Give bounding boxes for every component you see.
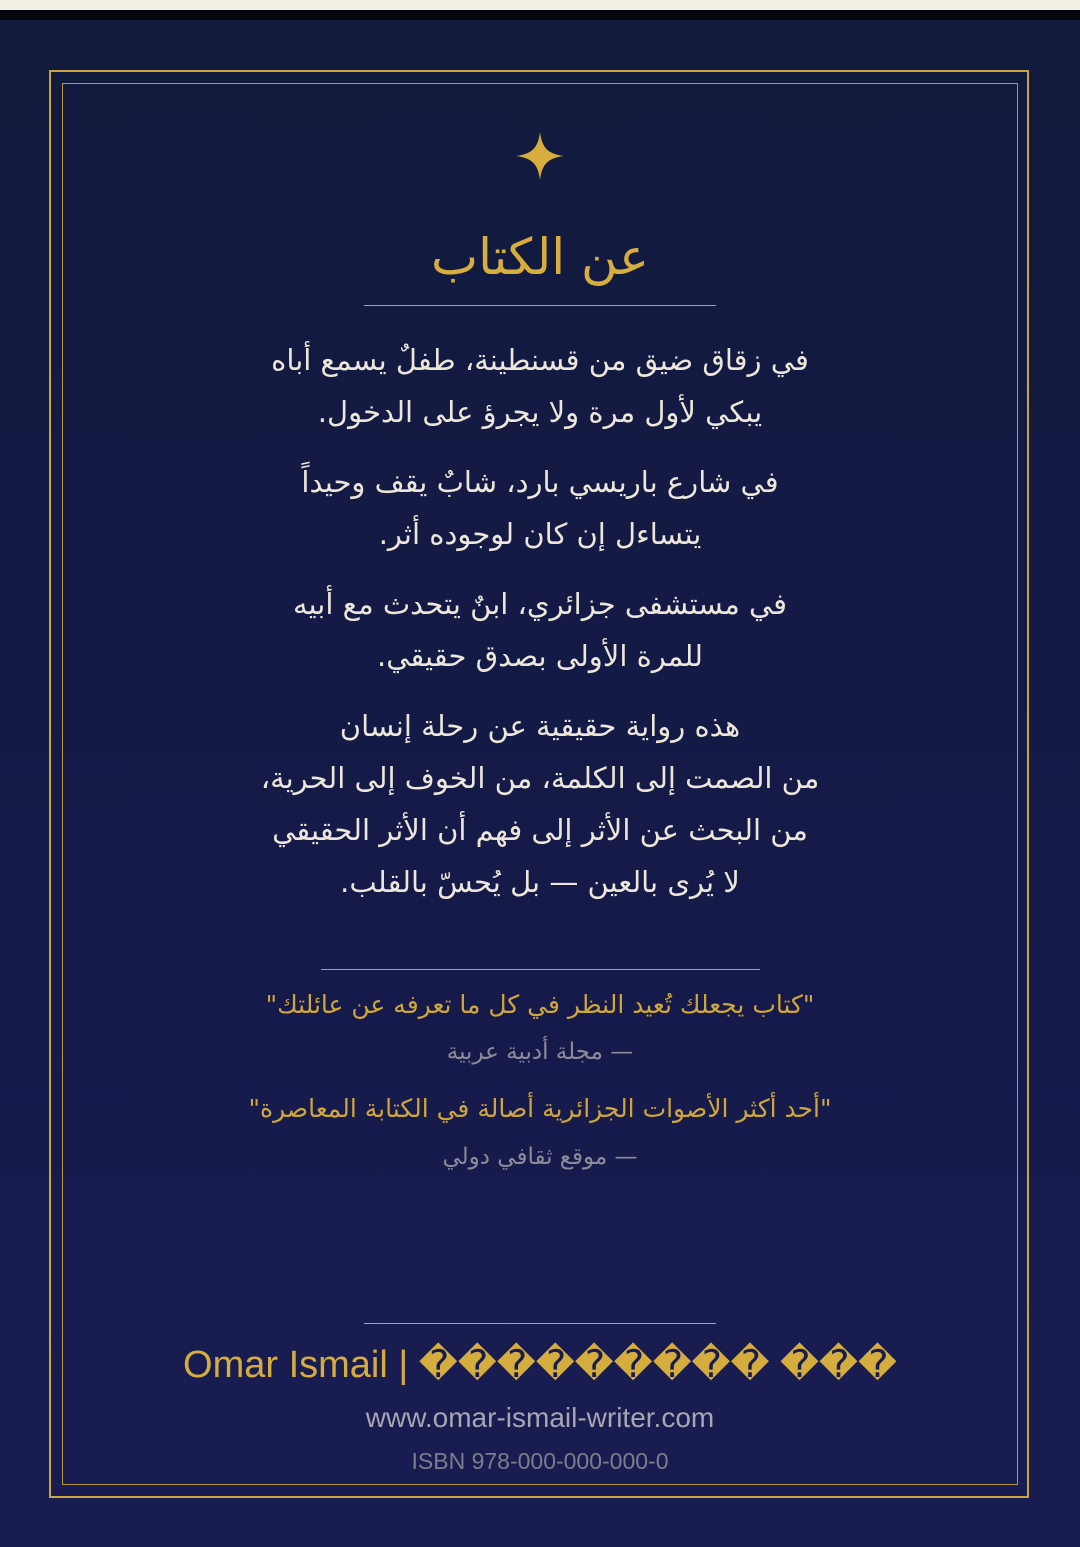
title-divider [364, 305, 716, 306]
four-point-star-icon [514, 130, 566, 182]
review-quote-1: "كتاب يجعلك تُعيد النظر في كل ما تعرفه عن عائلتك" [265, 990, 815, 1019]
synopsis-line: في شارع باريسي بارد، شابٌ يقف وحيداً [301, 465, 779, 499]
author-name: Omar Ismail | ��������� ��� [183, 1344, 897, 1386]
synopsis-line: من البحث عن الأثر إلى فهم أن الأثر الحقيقي [272, 813, 808, 847]
footer-divider [364, 1323, 716, 1324]
synopsis-paragraph-4 [200, 700, 880, 908]
page-title: عن الكتاب [431, 228, 649, 286]
author-website: www.omar-ismail-writer.com [365, 1402, 715, 1433]
synopsis-paragraph-2 [200, 456, 880, 560]
synopsis-line: يبكي لأول مرة ولا يجرؤ على الدخول. [317, 395, 763, 429]
synopsis-line: في زقاق ضيق من قسنطينة، طفلٌ يسمع أباه [271, 343, 809, 377]
synopsis-line: من الصمت إلى الكلمة، من الخوف إلى الحرية، [260, 761, 820, 795]
review-source-2: — موقع ثقافي دولي [442, 1144, 638, 1170]
top-edge-strip [0, 0, 1080, 10]
top-dark-band [0, 10, 1080, 20]
synopsis-paragraph-3 [200, 578, 880, 682]
synopsis-paragraph-1 [200, 334, 880, 438]
reviews-divider [321, 969, 760, 970]
review-source-1: — مجلة أدبية عربية [446, 1039, 634, 1065]
synopsis-line: للمرة الأولى بصدق حقيقي. [376, 639, 703, 673]
synopsis-line: في مستشفى جزائري، ابنٌ يتحدث مع أبيه [293, 587, 787, 621]
isbn-number: ISBN 978-000-000-000-0 [411, 1448, 669, 1474]
synopsis-line: لا يُرى بالعين — بل يُحسّ بالقلب. [340, 865, 740, 899]
synopsis-line: هذه رواية حقيقية عن رحلة إنسان [339, 709, 741, 743]
review-quote-2: "أحد أكثر الأصوات الجزائرية أصالة في الكتابة المعاصرة" [248, 1094, 832, 1123]
synopsis-line: يتساءل إن كان لوجوده أثر. [378, 517, 702, 551]
